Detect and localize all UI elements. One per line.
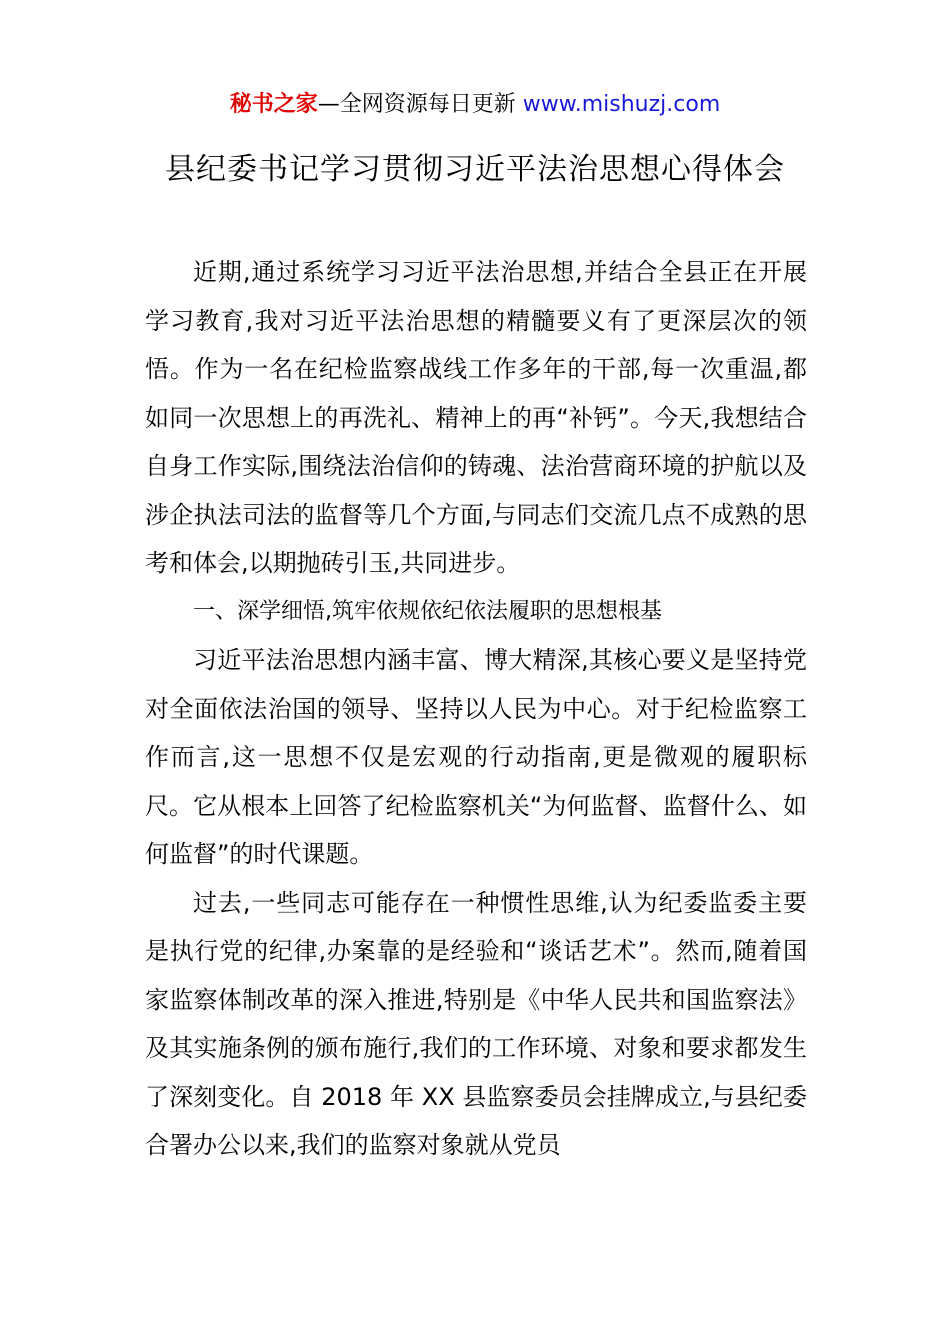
document-body — [145, 248, 807, 1170]
site-url-link[interactable]: www.mishuzj.com — [522, 92, 721, 117]
paragraph-intro: 近期,通过系统学习习近平法治思想,并结合全县正在开展学习教育,我对习近平法治思想的精髓要义有了更深层次的领悟。作为一名在纪检监察战线工作多年的干部,每一次重温,都如同一次思想上的再洗礼、精神上的再“补钙”。今天,我想结合自身工作实际,围绕法治信仰的铸魂、法治营商环境的护航以及涉企执法司法的监督等几个方面,与同志们交流几点不成熟的思考和体会,以期抛砖引玉,共同进步。 — [145, 258, 807, 577]
paragraph-core-meaning: 习近平法治思想内涵丰富、博大精深,其核心要义是坚持党对全面依法治国的领导、坚持以人民为中心。对于纪检监察工作而言,这一思想不仅是宏观的行动指南,更是微观的履职标尺。它从根本上回答了纪检监察机关“为何监督、监督什么、如何监督”的时代课题。 — [145, 646, 807, 868]
section-heading-1: 一、深学细悟,筑牢依规依纪依法履职的思想根基 — [193, 598, 662, 624]
document-title: 县纪委书记学习贯彻习近平法治思想心得体会 — [165, 152, 785, 187]
brand-name: 秘书之家 — [229, 92, 318, 117]
paragraph-past-thinking: 过去,一些同志可能存在一种惯性思维,认为纪委监委主要是执行党的纪律,办案靠的是经验和“谈话艺术”。然而,随着国家监察体制改革的深入推进,特别是《中华人民共和国监察法》及其实施条例的颁布施行,我们的工作环境、对象和要求都发生了深刻变化。自 2018 年 XX 县监察委员会挂牌成立,与县纪委合署办公以来,我们的监察对象就从党员 — [145, 888, 807, 1159]
header-tagline: —全网资源每日更新 — [317, 92, 523, 117]
site-header — [0, 88, 950, 122]
